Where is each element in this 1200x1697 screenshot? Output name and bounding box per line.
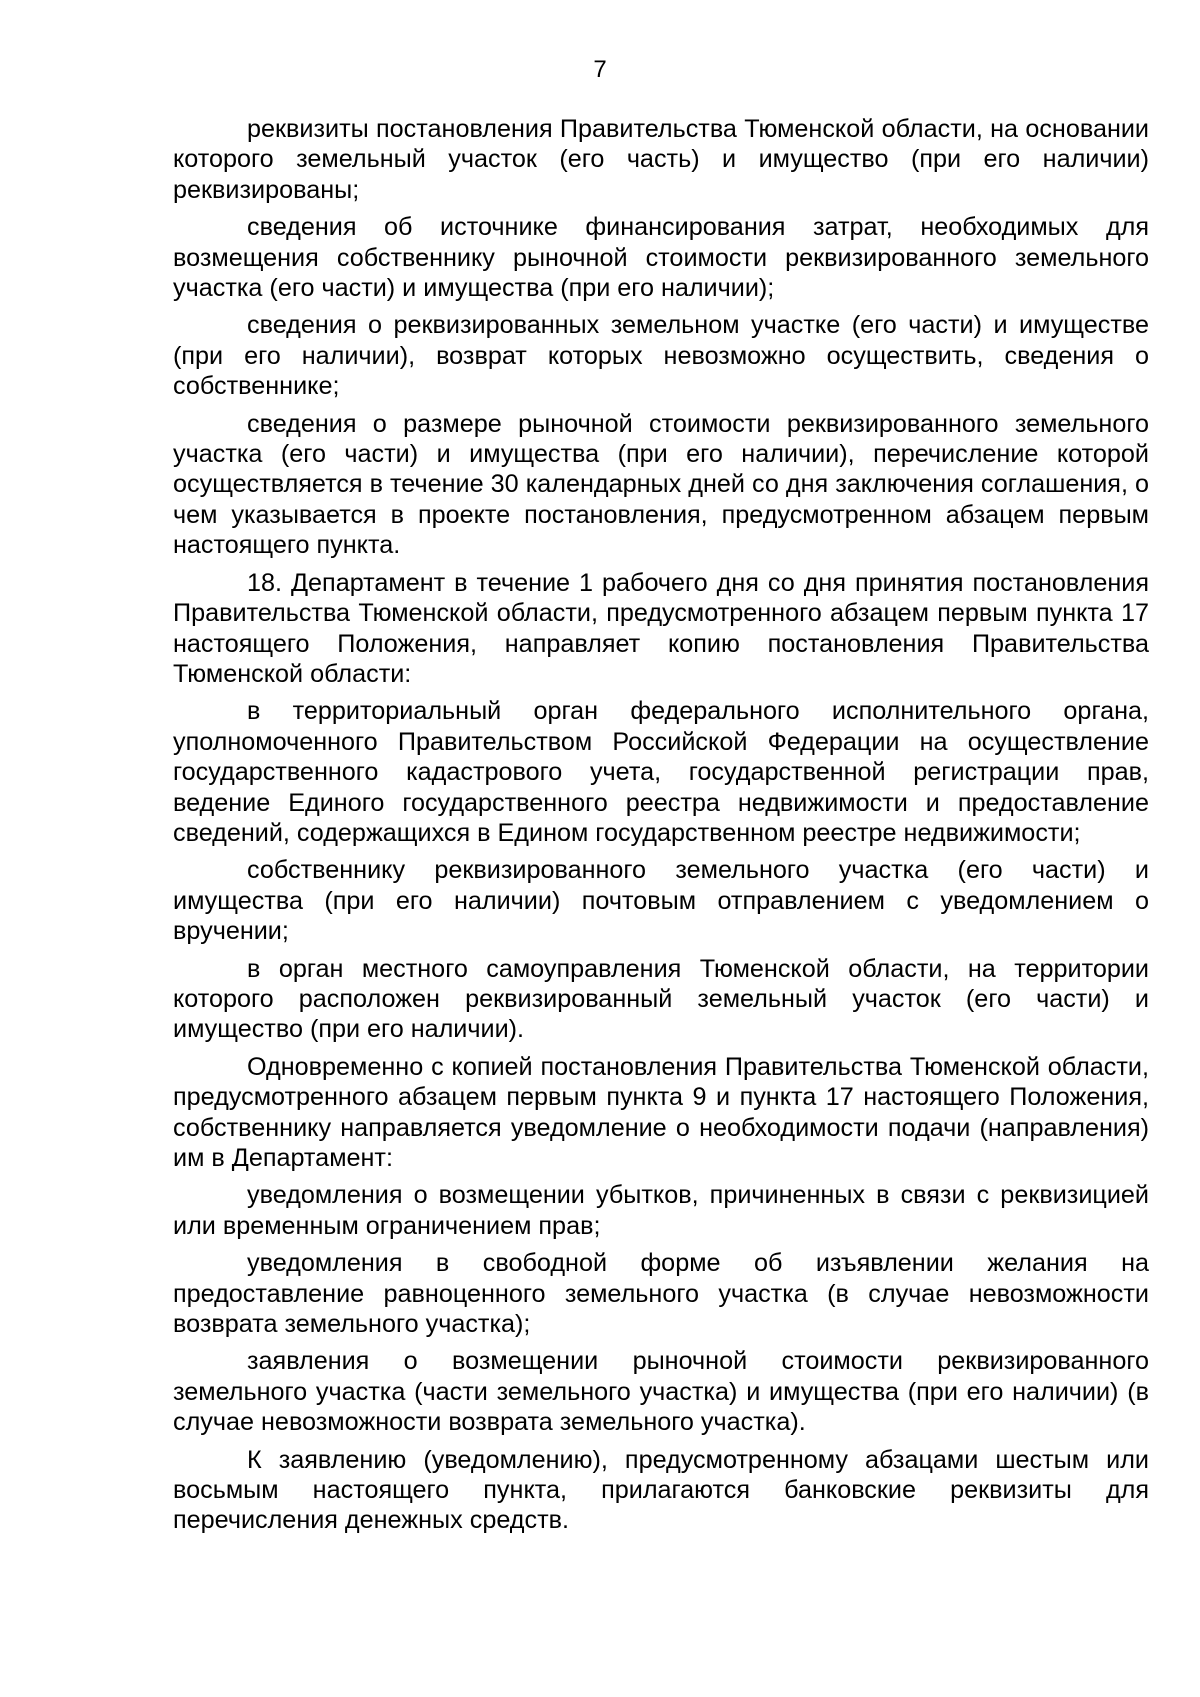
page-number: 7 [593, 56, 607, 83]
paragraph: 18. Департамент в течение 1 рабочего дня со дня принятия постановления Правительства Тюменской области, предусмотренного абзацем первым пункта 17 настоящего Положения, направляет копию постановления Правительства Тюменской области: [173, 568, 1149, 688]
paragraph: заявления о возмещении рыночной стоимости реквизированного земельного участка (части земельного участка) и имущества (при его наличии) (в случае невозможности возврата земельного участка). [173, 1347, 1149, 1437]
paragraph: уведомления в свободной форме об изъявлении желания на предоставление равноценного земельного участка (в случае невозможности возврата земельного участка); [173, 1249, 1149, 1339]
paragraph: собственнику реквизированного земельного участка (его части) и имущества (при его наличии) почтовым отправлением с уведомлением о вручении; [173, 856, 1149, 946]
paragraph: сведения о реквизированных земельном участке (его части) и имуществе (при его наличии), возврат которых невозможно осуществить, сведения о собственнике; [173, 311, 1149, 401]
paragraph: сведения об источнике финансирования затрат, необходимых для возмещения собственнику рыночной стоимости реквизированного земельного участка (его части) и имущества (при его наличии); [173, 213, 1149, 303]
paragraph: уведомления о возмещении убытков, причиненных в связи с реквизицией или временным ограничением прав; [173, 1181, 1149, 1240]
paragraph: Одновременно с копией постановления Правительства Тюменской области, предусмотренного абзацем первым пункта 9 и пункта 17 настоящего Положения, собственнику направляется уведомление о необходимости подачи (направления) им в Департамент: [173, 1052, 1149, 1172]
document-body [173, 114, 1149, 1543]
paragraph: в орган местного самоуправления Тюменской области, на территории которого расположен реквизированный земельный участок (его части) и имущество (при его наличии). [173, 954, 1149, 1044]
paragraph: реквизиты постановления Правительства Тюменской области, на основании которого земельный участок (его часть) и имущество (при его наличии) реквизированы; [173, 115, 1149, 204]
paragraph: в территориальный орган федерального исполнительного органа, уполномоченного Правительством Российской Федерации на осуществление государственного кадастрового учета, государственной регистрации прав, ведение Единого государственного реестра недвижимости и предоставление сведений, содержащихся в Едином государственном реестре недвижимости; [173, 697, 1149, 847]
paragraph: сведения о размере рыночной стоимости реквизированного земельного участка (его части) и имущества (при его наличии), перечисление которой осуществляется в течение 30 календарных дней со дня заключения соглашения, о чем указывается в проекте постановления, предусмотренном абзацем первым настоящего пункта. [173, 409, 1149, 560]
paragraph: К заявлению (уведомлению), предусмотренному абзацами шестым или восьмым настоящего пункта, прилагаются банковские реквизиты для перечисления денежных средств. [173, 1445, 1149, 1535]
